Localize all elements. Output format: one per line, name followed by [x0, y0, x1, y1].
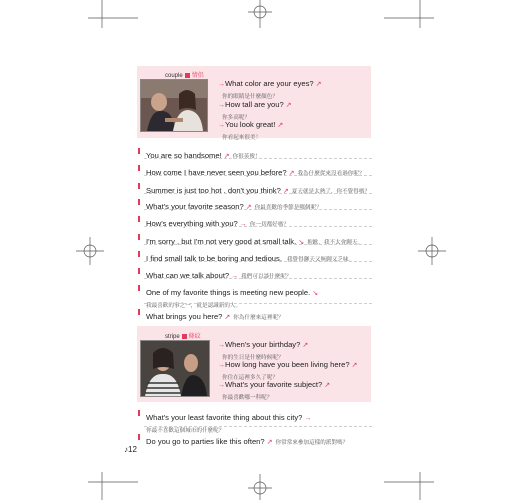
couple-tag-en: couple: [165, 73, 183, 79]
bullet-arrow-icon: →: [218, 102, 225, 109]
separator: [144, 193, 372, 194]
separator: [144, 209, 372, 210]
mid-item-1: →When's your birthday? ↗ 你的生日是什麼時候呢？: [218, 340, 309, 361]
registration-mark-top: [246, 0, 274, 30]
page-number: ♪12: [124, 445, 137, 454]
phrase-9: One of my favorite things is meeting new people. ↘ 我最喜歡的事之一，就是認識新的人。: [146, 288, 319, 309]
stripe-tag: [165, 331, 201, 340]
stripe-photo: [140, 340, 210, 397]
phrase-5: How's everything with you? → 你一切都好嗎？: [146, 219, 289, 228]
stripe-tag-en: stripe: [165, 334, 180, 340]
top-item-3: →You look great! ↗ 你看起來很美！: [218, 120, 284, 141]
bottom-phrase-2: Do you go to parties like this often? ↗ 你常常來參加這樣的派對嗎？: [146, 437, 349, 446]
registration-mark-right: [418, 237, 446, 265]
bullet-marker: [138, 285, 140, 291]
music-note-icon: ♪: [124, 445, 128, 454]
top-item-2: →How tall are you? ↗ 你多高呢？: [218, 100, 292, 121]
phrase-10: What brings you here? ↗ 你為什麼來這裡呢？: [146, 312, 284, 321]
separator: [144, 244, 372, 245]
phrase-2: How come I have never seen you before? ↗ 我為什麼從來沒看過你呢？: [146, 168, 365, 177]
phrase-7: I find small talk to be boring and tedious. 我覺得聊天又無聊又乏味。: [146, 254, 355, 263]
bullet-arrow-icon: →: [218, 122, 225, 129]
phrase-8: What can we talk about? → 我們可以談什麼呢？: [146, 271, 292, 280]
bullet-marker: [138, 216, 140, 222]
separator: [144, 261, 372, 262]
crop-mark-bottom-right: [374, 462, 434, 500]
tag-square-icon: [182, 334, 187, 339]
mid-item-2: →How long have you been living here? ↗ 你住在這裡多久了呢？: [218, 360, 358, 381]
phrase-6: I'm sorry , but I'm not very good at small talk. ↘ 抱歉，我不太會聊天。: [146, 237, 364, 246]
separator: [144, 303, 372, 304]
separator: [144, 226, 372, 227]
separator: [144, 426, 372, 427]
registration-mark-left: [76, 237, 104, 265]
crop-mark-top-right: [374, 0, 434, 40]
crop-mark-top-left: [88, 0, 148, 40]
phrase-1: You are so handsome! ↗ 你很英俊！: [146, 151, 261, 160]
bullet-marker: [138, 183, 140, 189]
separator: [144, 158, 372, 159]
bullet-arrow-icon: →: [218, 342, 225, 349]
bullet-marker: [138, 165, 140, 171]
bullet-arrow-icon: →: [218, 382, 225, 389]
bullet-marker: [138, 251, 140, 257]
couple-tag-zh: 情侶: [191, 73, 204, 79]
phrase-4: What's your favorite season? ↗ 你最喜歡的季節是哪個呢？: [146, 202, 322, 211]
registration-mark-bottom: [246, 472, 274, 500]
bullet-marker: [138, 234, 140, 240]
mid-item-3: →What's your favorite subject? ↗ 你最喜歡哪一科呢？: [218, 380, 331, 401]
bottom-phrase-1: What's your least favorite thing about this city? → 你最不喜歡這個城市的什麼呢？: [146, 413, 312, 434]
bullet-marker: [138, 410, 140, 416]
couple-tag: [165, 70, 204, 79]
couple-photo: [140, 79, 208, 132]
phrase-3: Summer is just too hot , don't you think? ↗ 夏天就是太熱了，你不覺得嗎？: [146, 186, 371, 195]
crop-mark-bottom-left: [88, 462, 148, 500]
bullet-marker: [138, 148, 140, 154]
separator: [144, 278, 372, 279]
top-item-1: →What color are your eyes? ↗ 你的眼睛是什麼顏色？: [218, 79, 322, 100]
bullet-marker: [138, 268, 140, 274]
separator: [144, 175, 372, 176]
bullet-arrow-icon: →: [218, 362, 225, 369]
bullet-marker: [138, 434, 140, 440]
bullet-marker: [138, 309, 140, 315]
bullet-arrow-icon: →: [218, 81, 225, 88]
bullet-marker: [138, 199, 140, 205]
tag-square-icon: [185, 73, 190, 78]
stripe-tag-zh: 條紋: [188, 334, 201, 340]
